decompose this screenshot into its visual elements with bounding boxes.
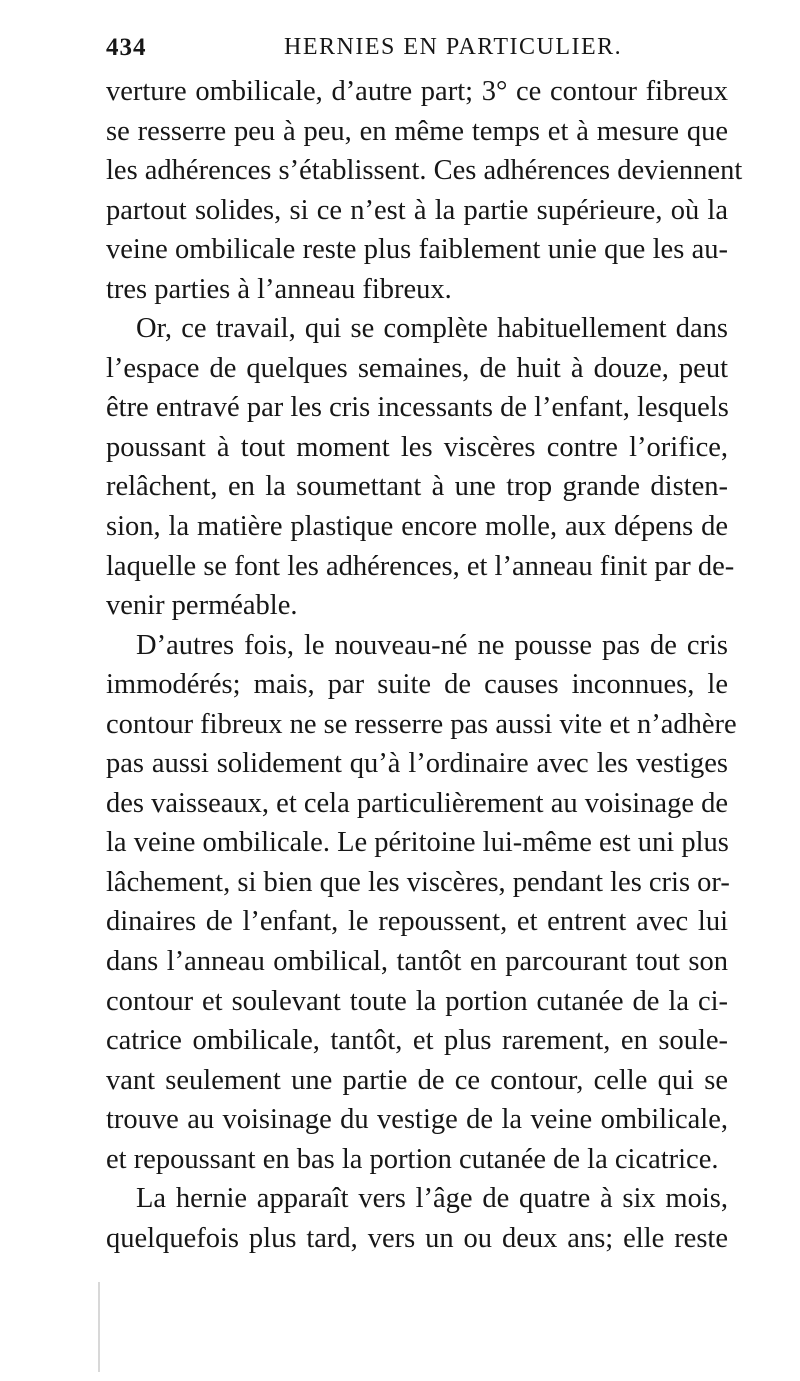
paragraph-start-line: D’autres fois, le nouveau-né ne pousse pas de cris — [136, 629, 728, 661]
text-line: poussant à tout moment les viscères contre l’orifice, — [106, 431, 728, 463]
text-line: la veine ombilicale. Le péritoine lui-même est uni plus — [106, 827, 729, 859]
text-line: contour fibreux ne se resserre pas aussi vite et n’adhère — [106, 708, 737, 740]
text-line: veine ombilicale reste plus faiblement unie que les au- — [106, 234, 728, 266]
text-line: les adhérences s’établissent. Ces adhérences deviennent — [106, 155, 743, 187]
text-line: relâchent, en la soumettant à une trop grande disten- — [106, 471, 728, 503]
text-line: se resserre peu à peu, en même temps et à mesure que — [106, 115, 728, 147]
text-line: verture ombilicale, d’autre part; 3° ce contour fibreux — [106, 76, 728, 107]
text-line: dinaires de l’enfant, le repoussent, et entrent avec lui — [106, 906, 728, 938]
text-line: immodérés; mais, par suite de causes inconnues, le — [106, 669, 728, 701]
text-line: catrice ombilicale, tantôt, et plus rarement, en soule- — [106, 1025, 728, 1057]
text-line: dans l’anneau ombilical, tantôt en parcourant tout son — [106, 946, 728, 978]
text-line: laquelle se font les adhérences, et l’anneau finit par de- — [106, 550, 735, 582]
page-number: 434 — [106, 34, 147, 61]
paragraph-start-line: La hernie apparaît vers l’âge de quatre à six mois, — [136, 1183, 728, 1215]
text-line: trouve au voisinage du vestige de la veine ombilicale, — [106, 1104, 728, 1136]
text-line: être entravé par les cris incessants de l’enfant, lesquels — [106, 392, 729, 424]
text-line: pas aussi solidement qu’à l’ordinaire avec les vestiges — [106, 748, 728, 780]
chapter-title: HERNIES EN PARTICULIER. — [284, 34, 623, 60]
text-line: l’espace de quelques semaines, de huit à douze, peut — [106, 352, 728, 384]
text-line: contour et soulevant toute la portion cutanée de la ci- — [106, 985, 728, 1017]
text-line: venir perméable. — [106, 590, 298, 622]
paragraph-start-line: Or, ce travail, qui se complète habituellement dans — [136, 313, 728, 345]
text-line: tres parties à l’anneau fibreux. — [106, 273, 452, 305]
text-line: quelquefois plus tard, vers un ou deux ans; elle reste — [106, 1222, 728, 1254]
paper-edge-mark — [98, 1282, 100, 1372]
running-head — [106, 34, 718, 64]
text-line: lâchement, si bien que les viscères, pendant les cris or- — [106, 866, 730, 898]
text-line: partout solides, si ce n’est à la partie supérieure, où la — [106, 194, 728, 226]
body-text — [106, 72, 743, 1258]
text-line: sion, la matière plastique encore molle, aux dépens de — [106, 511, 728, 543]
text-line: et repoussant en bas la portion cutanée de la cicatrice. — [106, 1143, 719, 1175]
text-line: des vaisseaux, et cela particulièrement au voisinage de — [106, 787, 728, 819]
text-line: vant seulement une partie de ce contour, celle qui se — [106, 1064, 728, 1096]
